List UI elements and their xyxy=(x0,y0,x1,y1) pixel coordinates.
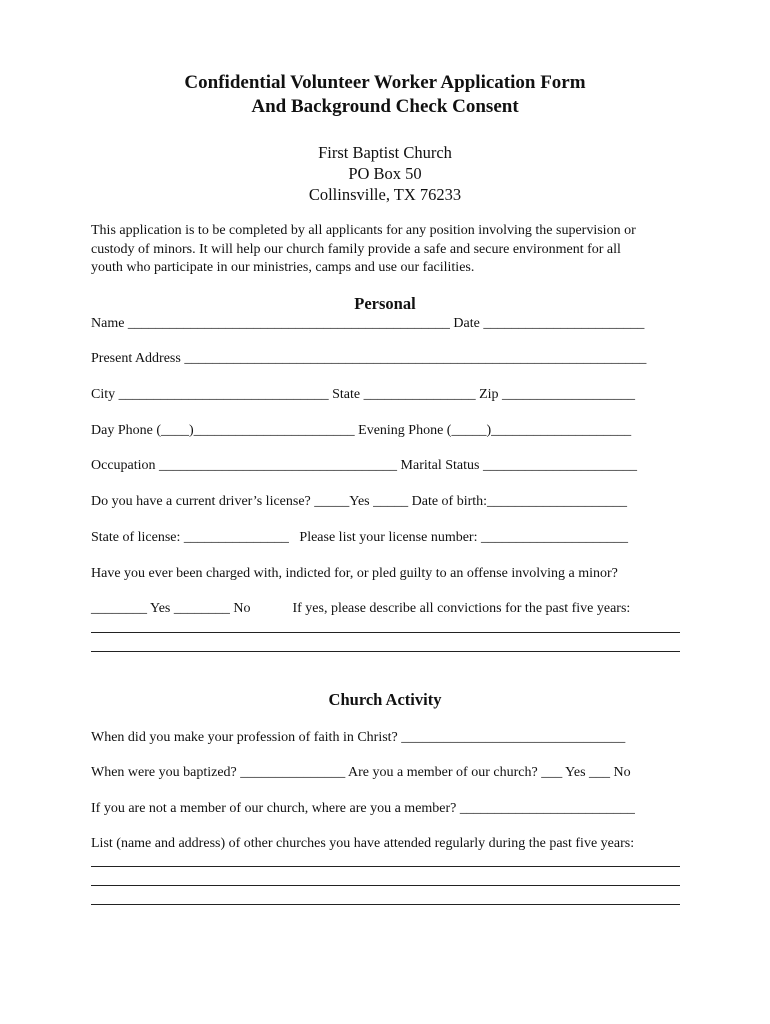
charged-offense-question: Have you ever been charged with, indicted for, or pled guilty to an offense involving a minor? xyxy=(91,566,618,581)
present-address-field-row[interactable]: Present Address __________________________________________________________________ xyxy=(91,351,647,366)
other-churches-answer-line[interactable] xyxy=(91,885,680,886)
convictions-answer-line[interactable] xyxy=(91,632,680,633)
intro-line: This application is to be completed by all applicants for any position involving the supervision or xyxy=(91,223,636,238)
other-churches-answer-line[interactable] xyxy=(91,904,680,905)
other-churches-question: List (name and address) of other churches you have attended regularly during the past five years: xyxy=(91,836,635,851)
intro-line: custody of minors. It will help our church family provide a safe and secure environment for all xyxy=(91,241,621,257)
church-name: First Baptist Church xyxy=(318,143,452,162)
occupation-marital-field-row[interactable]: Occupation __________________________________ Marital Status ______________________ xyxy=(91,458,637,473)
drivers-license-dob-field-row[interactable]: Do you have a current driver’s license? _____Yes _____ Date of birth:____________________ xyxy=(91,494,628,509)
license-state-number-field-row[interactable]: State of license: _______________ Please list your license number: _____________________ xyxy=(91,530,628,545)
other-churches-answer-line[interactable] xyxy=(91,866,680,867)
intro-paragraph xyxy=(91,222,691,278)
section-heading-personal: Personal xyxy=(354,294,416,313)
baptism-membership-field-row[interactable]: When were you baptized? _______________ Are you a member of our church? ___ Yes ___ No xyxy=(91,765,631,780)
other-membership-field-row[interactable]: If you are not a member of our church, where are you a member? _________________________ xyxy=(91,801,635,816)
charged-offense-answer-row[interactable]: ________ Yes ________ No If yes, please describe all convictions for the past five years: xyxy=(91,601,631,616)
section-heading-church-activity: Church Activity xyxy=(328,690,442,709)
intro-line: youth who participate in our ministries, camps and use our facilities. xyxy=(91,260,475,275)
city-state-zip-field-row[interactable]: City ______________________________ State ________________ Zip ___________________ xyxy=(91,387,636,402)
profession-of-faith-field-row[interactable]: When did you make your profession of faith in Christ? ________________________________ xyxy=(91,730,626,745)
convictions-answer-line[interactable] xyxy=(91,651,680,652)
form-title-line1: Confidential Volunteer Worker Application Form xyxy=(184,72,586,93)
phone-field-row[interactable]: Day Phone (____)_______________________ Evening Phone (_____)____________________ xyxy=(91,423,632,438)
church-po-box: PO Box 50 xyxy=(348,164,422,183)
form-title-line2: And Background Check Consent xyxy=(251,96,519,117)
church-city-state-zip: Collinsville, TX 76233 xyxy=(308,185,462,204)
name-date-field-row[interactable]: Name ______________________________________________ Date _______________________ xyxy=(91,316,645,331)
